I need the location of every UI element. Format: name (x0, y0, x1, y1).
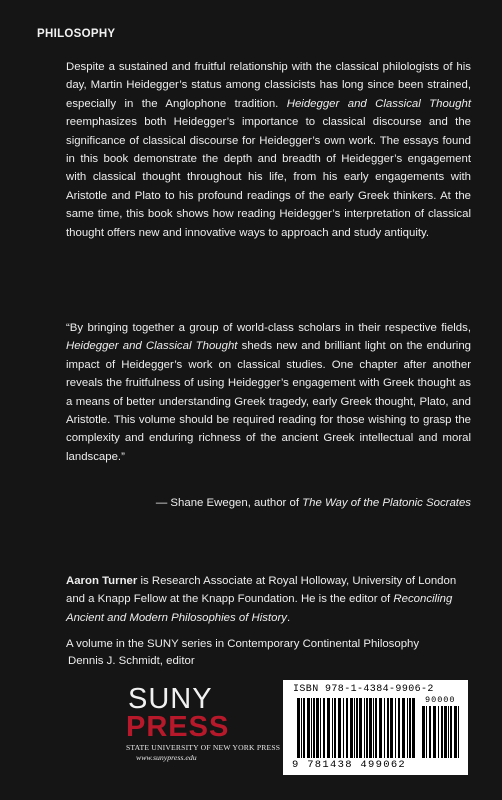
logo-suny-text: SUNY (128, 683, 213, 715)
barcode-bar (320, 698, 321, 758)
barcode-bar (301, 698, 302, 758)
barcode-bar (390, 698, 393, 758)
endorsement-attribution (66, 494, 471, 512)
logo-press-text: PRESS (126, 711, 230, 743)
barcode-bar (359, 698, 362, 758)
barcode-bar (369, 698, 372, 758)
barcode-bar (375, 698, 377, 758)
barcode-bar (338, 698, 341, 758)
logo-subtitle: STATE UNIVERSITY OF NEW YORK PRESS (126, 743, 281, 752)
text-run: reemphasizes both Heidegger’s importance to classical discourse and the significance of classical discourse for Heidegger’s own work. The essays found in this book demonstrate the depth and breadth of Heidegger’s engagement with classical thought throughout his life, from his early engagements with Aristotle and Plato to his profound readings of the early Greek thinkers. At the same time, this book shows how reading Heidegger’s interpretation of classical thought offers new and innovative ways to approach and study antiquity. (66, 116, 471, 239)
barcode-bar (316, 698, 319, 758)
attribution-prefix: — Shane Ewegen, author of (155, 497, 303, 509)
category-label: PHILOSOPHY (37, 28, 116, 40)
addon-barcode-bars (422, 706, 462, 760)
barcode-bar (450, 706, 452, 758)
text-run: Aaron Turner (66, 575, 138, 587)
barcode-bar (387, 698, 389, 758)
barcode-bar (395, 698, 396, 758)
barcode-bar (343, 698, 344, 758)
text-run: . (286, 611, 291, 624)
text-run: is Research Associate at Royal Holloway, University of London and a Knapp Fellow at the Knapp Foundation. He is the editor of (66, 575, 457, 606)
endorsement-quote (66, 319, 471, 466)
barcode-bar (454, 706, 457, 758)
barcode-bar (422, 706, 425, 758)
text-run: sheds new and brilliant light on the enduring impact of Heidegger’s work on classical studies. One chapter after another reveals the fruitfulness of using Heidegger’s engagement with Greek thought as a means of better understanding Greek tragedy, early Greek thought, Plato, and Aristotle. This volume should be required reading for those wishing to grasp the complexity and enduring richness of the ancient Greek intellectual and moral landscape.” (66, 340, 471, 463)
barcode-bar (373, 698, 374, 758)
barcode-bar (384, 698, 385, 758)
price-addon-code: 90000 (425, 695, 456, 705)
barcode-bar (323, 698, 325, 758)
barcode-bar (433, 706, 436, 758)
barcode-bar (354, 698, 355, 758)
barcode-bar (311, 698, 312, 758)
barcode-bar (441, 706, 443, 758)
text-run: Heidegger and Classical Thought (66, 340, 238, 353)
barcode-bar (366, 698, 368, 758)
barcode-bar (334, 698, 336, 758)
barcode-bar (332, 698, 333, 758)
barcode-bar (356, 698, 358, 758)
barcode-bar (412, 698, 415, 758)
book-description (66, 58, 471, 242)
barcode-bar (429, 706, 431, 758)
barcode-bar (458, 706, 459, 758)
text-run: Reconciling Ancient and Modern Philosophies of History (66, 593, 453, 624)
barcode-bar (398, 698, 400, 758)
barcode-bar (303, 698, 305, 758)
barcode-bar (409, 698, 411, 758)
barcode-bar (407, 698, 408, 758)
ean-number: 9 781438 499062 (292, 759, 407, 771)
barcode-bar (297, 698, 300, 758)
barcode-bar (346, 698, 348, 758)
attribution-book-title: The Way of the Platonic Socrates (302, 497, 471, 509)
barcode-bar (438, 706, 439, 758)
barcode-bar (327, 698, 330, 758)
barcode-bar (402, 698, 405, 758)
barcode-bar (379, 698, 382, 758)
text-run: Heidegger and Classical Thought (286, 97, 471, 110)
publisher-url: www.sunypress.edu (136, 753, 197, 762)
barcode-bar (364, 698, 365, 758)
publisher-logo (126, 683, 281, 762)
text-run: “By bringing together a group of world-class scholars in their respective fields, (66, 322, 471, 334)
author-bio (66, 572, 471, 627)
barcode-bar (426, 706, 427, 758)
text-run: Despite a sustained and fruitful relationship with the classical philologists of his day, Martin Heidegger’s status among classicists has long since been strained, especially in the Anglophone tradition. (66, 61, 471, 110)
series-editor: Dennis J. Schmidt, editor (68, 655, 195, 667)
barcode-bar (313, 698, 315, 758)
ean-barcode-bars (297, 698, 417, 760)
barcode-bar (448, 706, 449, 758)
series-info (66, 636, 446, 670)
barcode-bar (444, 706, 447, 758)
barcode-bar (307, 698, 310, 758)
isbn-barcode (283, 680, 468, 775)
isbn-number: ISBN 978-1-4384-9906-2 (293, 684, 434, 695)
series-line: A volume in the SUNY series in Contemporary Continental Philosophy (66, 638, 420, 650)
barcode-bar (350, 698, 353, 758)
